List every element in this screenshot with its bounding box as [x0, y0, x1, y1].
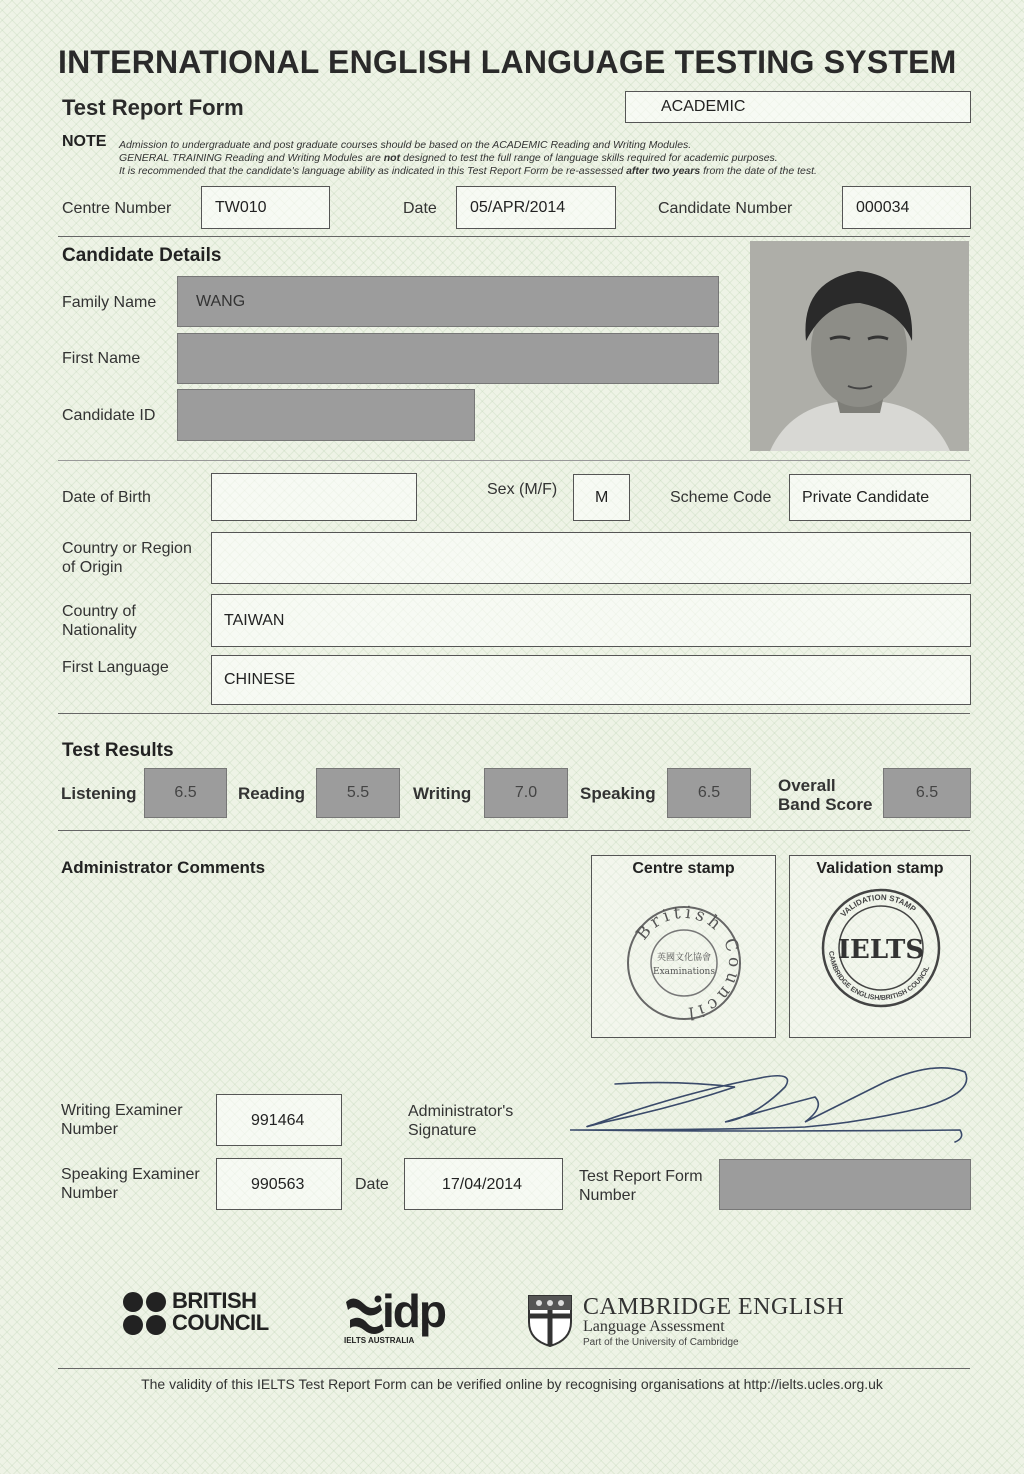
origin-field	[211, 532, 971, 584]
note-text	[119, 139, 817, 178]
family-name-field	[177, 276, 719, 327]
first-language-value: CHINESE	[224, 671, 296, 688]
divider-2	[58, 460, 970, 461]
nationality-field	[211, 594, 971, 647]
idp-wordmark: idp	[382, 1285, 445, 1337]
british-council-dots-icon	[122, 1291, 168, 1337]
form-subtitle: Test Report Form	[62, 95, 244, 120]
ielts-validation-stamp	[819, 886, 943, 1010]
admin-date-label: Date	[355, 1176, 389, 1193]
first-name-field	[177, 333, 719, 384]
centre-stamp-ring-text: British Council	[632, 902, 745, 1024]
writing-examiner-field	[216, 1094, 342, 1146]
divider-4	[58, 830, 970, 831]
listening-label: Listening	[61, 784, 137, 803]
candidate-number-field	[842, 186, 971, 229]
divider-1	[58, 236, 970, 237]
first-language-label: First Language	[62, 659, 169, 676]
dob-field	[211, 473, 417, 521]
scheme-code-value: Private Candidate	[802, 489, 930, 506]
sex-field	[573, 474, 630, 521]
family-name-label: Family Name	[62, 294, 157, 311]
idp-mark-icon	[342, 1294, 386, 1334]
candidate-id-field	[177, 389, 475, 441]
candidate-photo-image	[750, 241, 969, 451]
centre-number-label: Centre Number	[62, 200, 172, 217]
validation-stamp-box	[789, 855, 971, 1038]
divider-5	[58, 1368, 970, 1369]
module-box	[625, 91, 971, 123]
idp-subtitle: IELTS AUSTRALIA	[344, 1336, 415, 1345]
divider-3	[58, 713, 970, 714]
writing-label: Writing	[413, 784, 472, 803]
svg-text:British Council	[632, 903, 744, 1023]
validation-stamp-top-text: VALIDATION STAMP	[838, 892, 918, 919]
candidate-details-heading: Candidate Details	[62, 245, 222, 266]
module-value: ACADEMIC	[661, 98, 746, 115]
overall-score: 6.5	[883, 768, 971, 818]
centre-number-field	[201, 186, 330, 229]
writing-examiner-label: Writing Examiner Number	[61, 1102, 183, 1138]
sex-value: M	[595, 489, 609, 506]
family-name-value: WANG	[196, 293, 246, 310]
bc-line-2: COUNCIL	[172, 1310, 269, 1335]
idp-logo	[342, 1285, 457, 1348]
cambridge-shield-icon	[527, 1294, 573, 1348]
note-line-3: It is recommended that the candidate's language ability as indicated in this Test Report Form be re-assessed after two years from the date of the test.	[119, 165, 817, 177]
admin-comments-label: Administrator Comments	[61, 858, 266, 877]
admin-signature-label: Administrator's Signature	[408, 1103, 514, 1139]
nationality-value: TAIWAN	[224, 612, 285, 629]
centre-stamp-examinations: Examinations	[653, 967, 715, 977]
origin-label: Country or Region of Origin	[62, 540, 192, 576]
first-name-label: First Name	[62, 350, 141, 367]
administrator-signature	[565, 1052, 985, 1152]
cambridge-english-logo	[527, 1294, 867, 1350]
listening-score: 6.5	[144, 768, 227, 818]
note-label: NOTE	[62, 133, 107, 150]
cambridge-line-1: CAMBRIDGE ENGLISH	[583, 1294, 845, 1320]
trf-number-label: Test Report Form Number	[579, 1168, 703, 1204]
candidate-photo	[750, 241, 969, 451]
test-results-heading: Test Results	[62, 740, 174, 761]
validation-stamp-bottom-text: CAMBRIDGE ENGLISH/BRITISH COUNCIL	[827, 950, 932, 1003]
admin-date-field	[404, 1158, 563, 1210]
nationality-label: Country of Nationality	[62, 603, 137, 639]
speaking-examiner-field	[216, 1158, 342, 1210]
centre-stamp-box	[591, 855, 776, 1038]
writing-examiner-value: 991464	[251, 1112, 305, 1129]
overall-label: Overall Band Score	[778, 776, 873, 814]
cambridge-line-3: Part of the University of Cambridge	[583, 1337, 739, 1348]
candidate-number-label: Candidate Number	[658, 200, 793, 217]
document-title: INTERNATIONAL ENGLISH LANGUAGE TESTING SYSTEM	[58, 44, 957, 80]
centre-date-field	[456, 186, 616, 229]
bc-line-1: BRITISH	[172, 1288, 257, 1313]
validity-note: The validity of this IELTS Test Report Form can be verified online by recognising organisations at http://ielts.ucles.org.uk	[141, 1376, 883, 1392]
writing-score: 7.0	[484, 768, 568, 818]
candidate-id-label: Candidate ID	[62, 407, 156, 424]
sex-label: Sex (M/F)	[487, 481, 558, 498]
centre-number-value: TW010	[215, 199, 267, 216]
centre-stamp-label: Centre stamp	[632, 860, 735, 877]
validation-stamp-label: Validation stamp	[816, 860, 944, 877]
dob-label: Date of Birth	[62, 489, 151, 506]
first-language-field	[211, 655, 971, 705]
reading-score: 5.5	[316, 768, 400, 818]
candidate-number-value: 000034	[856, 199, 910, 216]
scheme-code-label: Scheme Code	[670, 489, 772, 506]
centre-date-value: 05/APR/2014	[470, 199, 566, 216]
speaking-examiner-label: Speaking Examiner Number	[61, 1166, 200, 1202]
centre-date-label: Date	[403, 200, 437, 217]
british-council-stamp	[619, 898, 749, 1028]
centre-stamp-chinese: 英國文化協會	[656, 952, 712, 962]
reading-label: Reading	[238, 784, 306, 803]
speaking-examiner-value: 990563	[251, 1176, 305, 1193]
validation-stamp-ielts: IELTS	[837, 935, 925, 965]
note-line-1: Admission to undergraduate and post graduate courses should be based on the ACADEMIC Reading and Writing Modules.	[119, 139, 692, 151]
british-council-logo	[122, 1290, 272, 1338]
speaking-label: Speaking	[580, 784, 656, 803]
speaking-score: 6.5	[667, 768, 751, 818]
note-line-2: GENERAL TRAINING Reading and Writing Modules are not designed to test the full range of language skills required for academic purposes.	[119, 152, 778, 164]
scheme-code-field	[789, 474, 971, 521]
trf-number-field	[719, 1159, 971, 1210]
cambridge-line-2: Language Assessment	[583, 1318, 725, 1335]
admin-date-value: 17/04/2014	[442, 1176, 523, 1193]
